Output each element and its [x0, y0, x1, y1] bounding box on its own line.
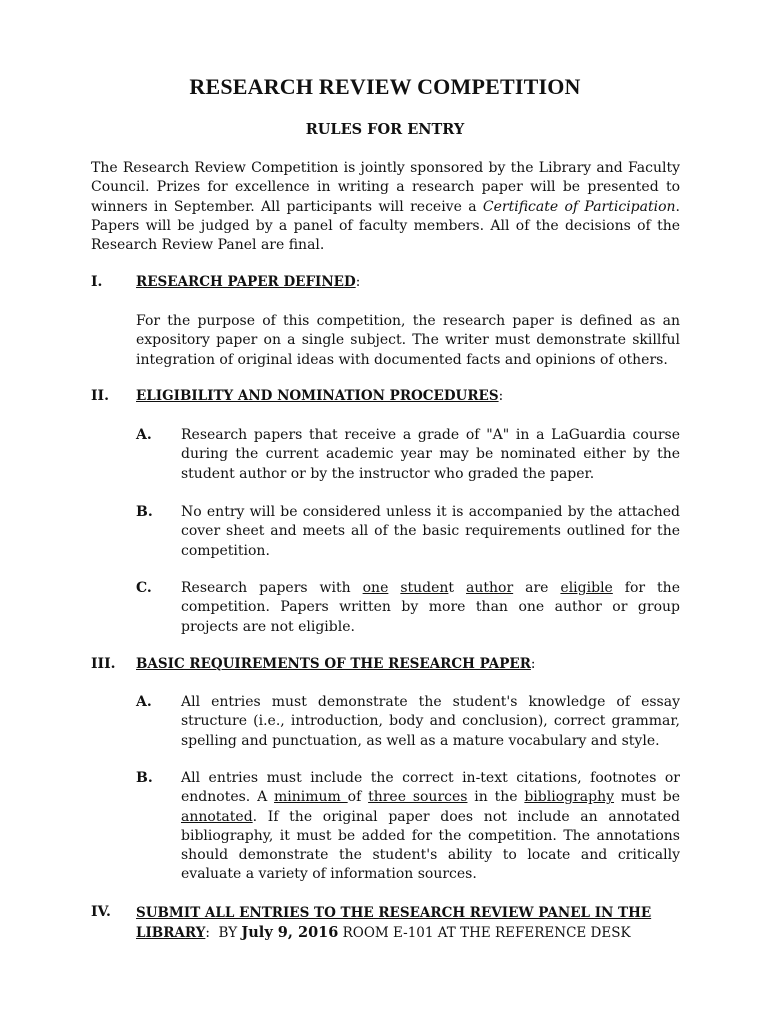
section-2-item-b-letter: B.: [136, 504, 153, 520]
intro-text-start: The Research Review Competition is jointly sponsored by the Library and Faculty Council. Prizes for excellence in writing a research paper will be presented to winners in September. All participants will receive a: [91, 160, 680, 215]
b-underline-bibliography: bibliography: [524, 789, 615, 806]
section-4-deadline-date: July 9, 2016: [241, 924, 339, 942]
c-text-3: t: [448, 580, 467, 596]
section-4-location: ROOM E-101 AT THE REFERENCE DESK: [338, 925, 631, 942]
section-1-colon: :: [355, 274, 361, 290]
intro-italic-certificate: Certificate of Participation: [482, 198, 676, 215]
page-title: RESEARCH REVIEW COMPETITION: [189, 74, 581, 99]
section-3-colon: :: [530, 656, 536, 672]
section-1-number: I.: [91, 274, 103, 290]
section-2-item-b-text: No entry will be considered unless it is accompanied by the attached cover sheet and meets all of the basic requirements outlined for the competition.: [181, 504, 680, 559]
c-underline-student: studen: [400, 580, 449, 596]
section-4-colon: :: [205, 925, 210, 942]
section-1-heading-text: RESEARCH PAPER DEFINED: [136, 274, 356, 290]
section-2-colon: :: [498, 388, 504, 404]
b-underline-minimum: minimum: [274, 789, 348, 806]
section-4-heading-library: LIBRARY: [136, 925, 206, 942]
section-4-heading: [136, 904, 680, 944]
b-text-1: All entries must include the correct in-text citations, footnotes or endnotes. A: [181, 770, 680, 806]
b-underline-three-sources: three sources: [368, 789, 468, 806]
section-3-item-a-letter: A.: [136, 694, 152, 710]
section-2-heading-text: ELIGIBILITY AND NOMINATION PROCEDURES: [136, 388, 499, 404]
b-text-5: . If the original paper does not include an annotated bibliography, it must be added for the competition. The annotations should demonstrate the student's ability to locate and critically evaluate a variety of information sources.: [181, 808, 680, 883]
b-underline-annotated: annotated: [181, 808, 253, 825]
c-text-4: are: [513, 580, 561, 596]
c-text-1: Research papers with: [181, 580, 363, 596]
c-underline-eligible: eligible: [560, 580, 613, 596]
section-3-number: III.: [91, 656, 116, 672]
b-text-3: in the: [467, 789, 525, 806]
section-2-heading: [136, 388, 503, 404]
page-subtitle: RULES FOR ENTRY: [305, 121, 465, 138]
section-3-heading-text: BASIC REQUIREMENTS OF THE RESEARCH PAPER: [136, 656, 531, 672]
section-3-item-a-text: All entries must demonstrate the student's knowledge of essay structure (i.e., introduction, body and conclusion), correct grammar, spelling and punctuation, as well as a mature vocabulary and style.: [181, 694, 680, 749]
section-1-heading: [136, 274, 360, 290]
section-4-heading-line1: SUBMIT ALL ENTRIES TO THE RESEARCH REVIEW PANEL IN THE: [136, 905, 652, 921]
section-2-item-c-letter: C.: [136, 580, 152, 596]
b-text-4: must be: [614, 789, 681, 806]
section-2-number: II.: [91, 388, 109, 404]
c-text-5: for the competition. Papers written by more than one author or group projects are not eligible.: [181, 580, 680, 635]
c-underline-one: one: [362, 580, 389, 596]
b-text-2: of: [347, 789, 369, 806]
section-1-body: For the purpose of this competition, the research paper is defined as an expository paper on a single subject. The writer must demonstrate skillful integration of original ideas with documented facts and opinions of others.: [136, 313, 680, 368]
c-underline-author: author: [466, 580, 514, 596]
section-4-by: BY: [209, 925, 242, 942]
intro-text-end: . Papers will be judged by a panel of faculty members. All of the decisions of the Research Review Panel are final.: [91, 198, 680, 254]
c-text-2: [388, 580, 400, 596]
section-2-item-a-text: Research papers that receive a grade of "A" in a LaGuardia course during the current academic year may be nominated either by the student author or by the instructor who graded the paper.: [181, 427, 680, 482]
section-2-item-a-letter: A.: [136, 427, 152, 443]
section-4-number: IV.: [91, 904, 111, 920]
intro-paragraph: [91, 159, 680, 255]
section-3-heading: [136, 656, 535, 672]
section-3-item-b-text: [181, 769, 680, 885]
section-2-item-c-text: [181, 579, 680, 637]
section-3-item-b-letter: B.: [136, 770, 153, 786]
